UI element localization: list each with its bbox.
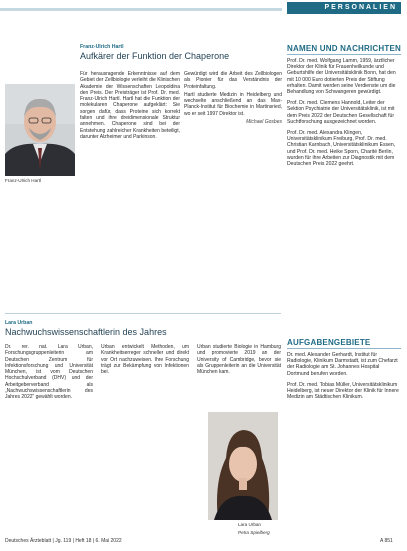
article1-para: Hartl studierte Medizin in Heidelberg und wechselte anschließend an das Max-Planck-Institut für Biochemie in Martinsried, wo er seit 1997 Direktor ist. xyxy=(184,91,282,117)
sidebar-box-tasks xyxy=(287,338,401,405)
article2-photo xyxy=(208,412,278,520)
article1-photo-caption: Franz-Ulrich Hartl xyxy=(5,178,41,183)
sidebar-news-item: Prof. Dr. med. Wolfgang Lamm, 1959, ärztlicher Direktor der Klinik für Frauenheilkunde und Geburtshilfe der Universitätsklinik Bonn, hat den mit 10 000 Euro dotierten Preis der Stiftung erhalten. Damit werden seine Verdienste um die Behandlung von Schwangeren gewürdigt. xyxy=(287,58,396,96)
article1-para: Gewürdigt wird die Arbeit des Zellbiologen als Pionier für das Verständnis der Proteinfaltung. xyxy=(184,71,282,90)
section-tag: PERSONALIEN xyxy=(287,2,401,14)
article1-signature: Michael Gosbes xyxy=(246,119,282,126)
footer-page-number: A 851 xyxy=(380,538,393,544)
article2-para: Urban entwickelt Methoden, um Krankheitserreger schneller und direkt vor Ort nachzuweisen. Ihre Forschung trägt zur Bekämpfung von Infektionen bei. xyxy=(101,344,189,376)
article1-head xyxy=(80,44,280,61)
header-rule xyxy=(0,8,282,11)
article2-headline: Nachwuchswissenschaftlerin des Jahres xyxy=(5,327,167,337)
article2-col1 xyxy=(5,344,93,403)
article1-col2 xyxy=(184,71,282,127)
footer-publication: Deutsches Ärzteblatt | Jg. 119 | Heft 18 | 6. Mai 2022 xyxy=(5,538,122,544)
sidebar-box-news xyxy=(287,44,401,172)
article2-para: Dr. rer. nat. Lara Urban, Forschungsgruppenleiterin am Deutschen Zentrum für Infektionsforschung und Universität München, ist vom Deutschen Hochschulverband (DHV) und der Arbeitgeberverband als „Nachwuchswissenschaftlerin des Jahres 2022“ gewählt worden. xyxy=(5,344,93,401)
sidebar-task-item: Dr. med. Alexander Gerhardt, Institut für Radiologie, Klinikum Darmstadt, ist zum Chefarzt der Radiologie am St. Johannes Hospital Dortmund berufen worden. xyxy=(287,352,398,377)
article1-photo xyxy=(5,84,75,176)
article1-para: Für herausragende Erkenntnisse auf dem Gebiet der Zellbiologie verleiht die Klinischen Akademie der Wissenschaften Leopoldina den Preis. Der Preisträger ist Prof. Dr. med. Franz-Ulrich Hartl. Hartl hat die Funktion der molekularen Chaperone aufgeklärt: Sie sorgen dafür, dass Proteine sich korrekt falten und ihre dreidimensionale Struktur annehmen. Chaperone sind bei der Entstehung zahlreicher Krankheiten beteiligt, darunter Alzheimer und Parkinson. xyxy=(80,71,180,140)
sidebar-task-item: Prof. Dr. med. Tobias Müller, Universitätsklinikum Heidelberg, ist neuer Direktor der Klinik für Innere Medizin am Städtischen Klinikum. xyxy=(287,381,399,401)
article2-col2 xyxy=(101,344,189,377)
sidebar-box2-rule xyxy=(287,348,401,349)
sidebar-box2-title: AUFGABENGEBIETE xyxy=(287,338,371,347)
article2-signature: Petra Spielberg xyxy=(238,530,270,535)
sidebar-news-item: Prof. Dr. med. Clemens Hannold, Leiter der Sektion Psychiatrie der Universitätsklinik, ist mit dem Preis 2022 der Deutschen Gesellschaft für Suchtforschung ausgezeichnet worden. xyxy=(287,100,395,125)
article1-author: Franz-Ulrich Hartl xyxy=(80,44,124,50)
article-separator xyxy=(5,313,281,314)
article1-headline: Aufkärer der Funktion der Chaperone xyxy=(80,51,230,61)
article2-author: Lara Urban xyxy=(5,320,33,326)
sidebar-news-item: Prof. Dr. med. Alexandra Klingen, Universitätsklinikum Freiburg, Prof. Dr. med. Christian Karnbach, Universitätsklinikum Essen, und Prof. Dr. med. Heike Sporn, Charité Berlin, wurden für ihre Arbeiten zur Diagnostik mit dem Deutschen Preis 2022 geehrt. xyxy=(287,130,396,168)
article2-para: Urban studierte Biologie in Hamburg und promovierte 2019 an der University of Cambridge, bevor sie als Gruppenleiterin an die Universität München kam. xyxy=(197,344,281,376)
sidebar-box1-title: NAMEN UND NACHRICHTEN xyxy=(287,44,401,53)
article1-col1 xyxy=(80,71,180,142)
article2-col3 xyxy=(197,344,281,377)
article2-photo-caption: Lara Urban xyxy=(238,522,261,527)
sidebar-box1-rule xyxy=(287,54,401,55)
article2-head xyxy=(5,320,281,337)
